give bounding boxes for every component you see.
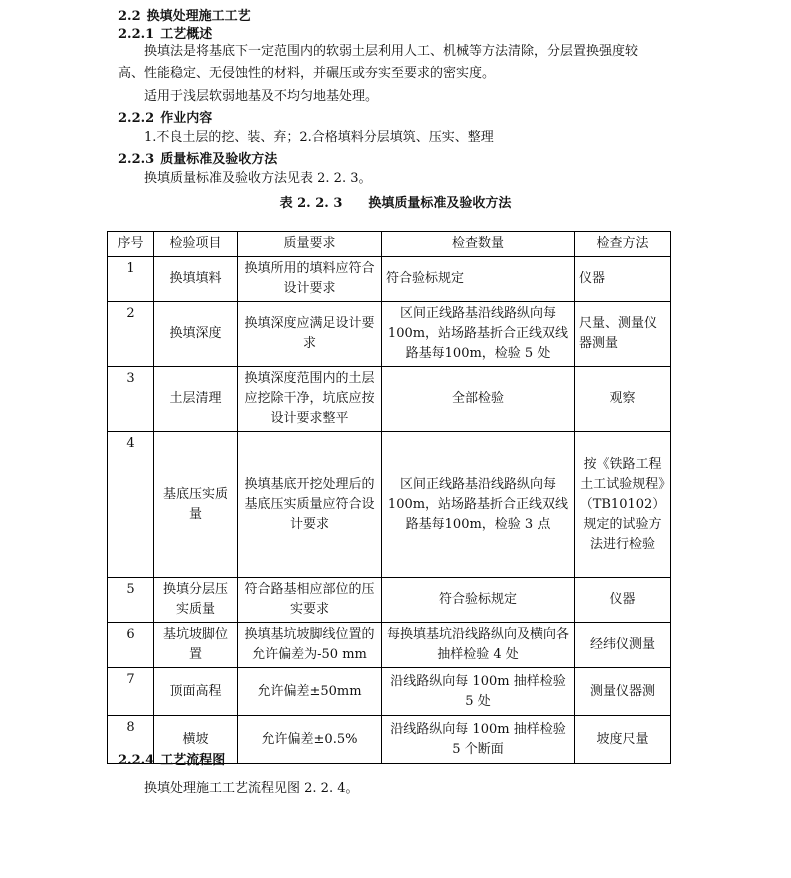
row-method: 仪器: [575, 257, 671, 302]
row-requirement: 换填基坑坡脚线位置的允许偏差为-50 mm: [238, 623, 382, 668]
row-no: 4: [108, 432, 154, 578]
section-title: 工艺流程图: [160, 753, 226, 768]
section-title: 换填处理施工工艺: [146, 9, 251, 24]
table-row: [108, 432, 671, 578]
row-no: 2: [108, 302, 154, 367]
row-method: 仪器: [575, 578, 671, 623]
section-number: 2.2.1: [118, 27, 155, 42]
table-row: [108, 257, 671, 302]
row-quantity: 全部检验: [382, 367, 575, 432]
overview-paragraph: [118, 41, 688, 85]
row-quantity: 区间正线路基沿线路纵向每100m，站场路基折合正线双线路基每100m，检验 3 点: [382, 432, 575, 578]
section-number: 2.2.4: [118, 753, 155, 768]
row-quantity: 区间正线路基沿线路纵向每100m，站场路基折合正线双线路基每100m，检验 5 处: [382, 302, 575, 367]
row-no: 6: [108, 623, 154, 668]
table-row: [108, 623, 671, 668]
row-method: 按《铁路工程土工试验规程》（TB10102）规定的试验方法进行检验: [575, 432, 671, 578]
table-row: [108, 367, 671, 432]
row-no: 5: [108, 578, 154, 623]
overview-applicability: 适用于浅层软弱地基及不均匀地基处理。: [144, 89, 379, 104]
row-no: 3: [108, 367, 154, 432]
section-heading-2-2-2: [118, 110, 212, 127]
row-quantity: 符合验标规定: [382, 257, 575, 302]
row-requirement: 符合路基相应部位的压实要求: [238, 578, 382, 623]
header-quantity: 检查数量: [382, 232, 575, 257]
section-number: 2.2: [118, 9, 141, 24]
overview-line-1: 换填法是将基底下一定范围内的软弱土层利用人工、机械等方法清除，分层置换强度较: [144, 44, 639, 59]
row-requirement: 换填所用的填料应符合设计要求: [238, 257, 382, 302]
row-quantity: 符合验标规定: [382, 578, 575, 623]
row-method: 尺量、测量仪器测量: [575, 302, 671, 367]
quality-table: [107, 231, 671, 764]
section-heading-2-2-3: [118, 151, 277, 168]
section-title: 质量标准及验收方法: [160, 152, 278, 167]
header-item: 检验项目: [154, 232, 238, 257]
section-number: 2.2.3: [118, 152, 155, 167]
table-row: [108, 668, 671, 716]
row-item: 横坡: [154, 716, 238, 764]
row-method: 坡度尺量: [575, 716, 671, 764]
table-row: [108, 302, 671, 367]
row-quantity: 沿线路纵向每 100m 抽样检验 5 个断面: [382, 716, 575, 764]
row-requirement: 换填深度应满足设计要求: [238, 302, 382, 367]
row-item: 土层清理: [154, 367, 238, 432]
table-header-row: [108, 232, 671, 257]
row-no: 1: [108, 257, 154, 302]
row-item: 基底压实质量: [154, 432, 238, 578]
row-quantity: 每换填基坑沿线路纵向及横向各抽样检验 4 处: [382, 623, 575, 668]
row-no: 8: [108, 716, 154, 764]
section-number: 2.2.2: [118, 111, 155, 126]
row-method: 测量仪器测: [575, 668, 671, 716]
header-requirement: 质量要求: [238, 232, 382, 257]
table-caption: 表 2. 2. 3 换填质量标准及验收方法: [279, 196, 512, 211]
header-method: 检查方法: [575, 232, 671, 257]
row-method: 观察: [575, 367, 671, 432]
work-content: 1.不良土层的挖、装、弃；2.合格填料分层填筑、压实、整理: [144, 130, 494, 145]
row-requirement: 换填深度范围内的土层应挖除干净，坑底应按设计要求整平: [238, 367, 382, 432]
row-method: 经纬仪测量: [575, 623, 671, 668]
flow-reference: 换填处理施工工艺流程见图 2. 2. 4。: [144, 781, 359, 796]
section-title: 工艺概述: [160, 27, 213, 42]
row-item: 换填深度: [154, 302, 238, 367]
header-no: 序号: [108, 232, 154, 257]
row-item: 换填分层压实质量: [154, 578, 238, 623]
row-item: 顶面高程: [154, 668, 238, 716]
row-requirement: 换填基底开挖处理后的基底压实质量应符合设计要求: [238, 432, 382, 578]
row-item: 基坑坡脚位置: [154, 623, 238, 668]
row-requirement: 允许偏差±0.5%: [238, 716, 382, 764]
row-requirement: 允许偏差±50mm: [238, 668, 382, 716]
quality-reference: 换填质量标准及验收方法见表 2. 2. 3。: [144, 171, 372, 186]
overview-line-2: 高、性能稳定、无侵蚀性的材料，并碾压或夯实至要求的密实度。: [118, 66, 496, 81]
row-no: 7: [108, 668, 154, 716]
section-heading-2-2: [118, 8, 251, 25]
section-title: 作业内容: [160, 111, 213, 126]
row-quantity: 沿线路纵向每 100m 抽样检验 5 处: [382, 668, 575, 716]
section-heading-2-2-4: [118, 752, 225, 769]
table-row: [108, 578, 671, 623]
row-item: 换填填料: [154, 257, 238, 302]
